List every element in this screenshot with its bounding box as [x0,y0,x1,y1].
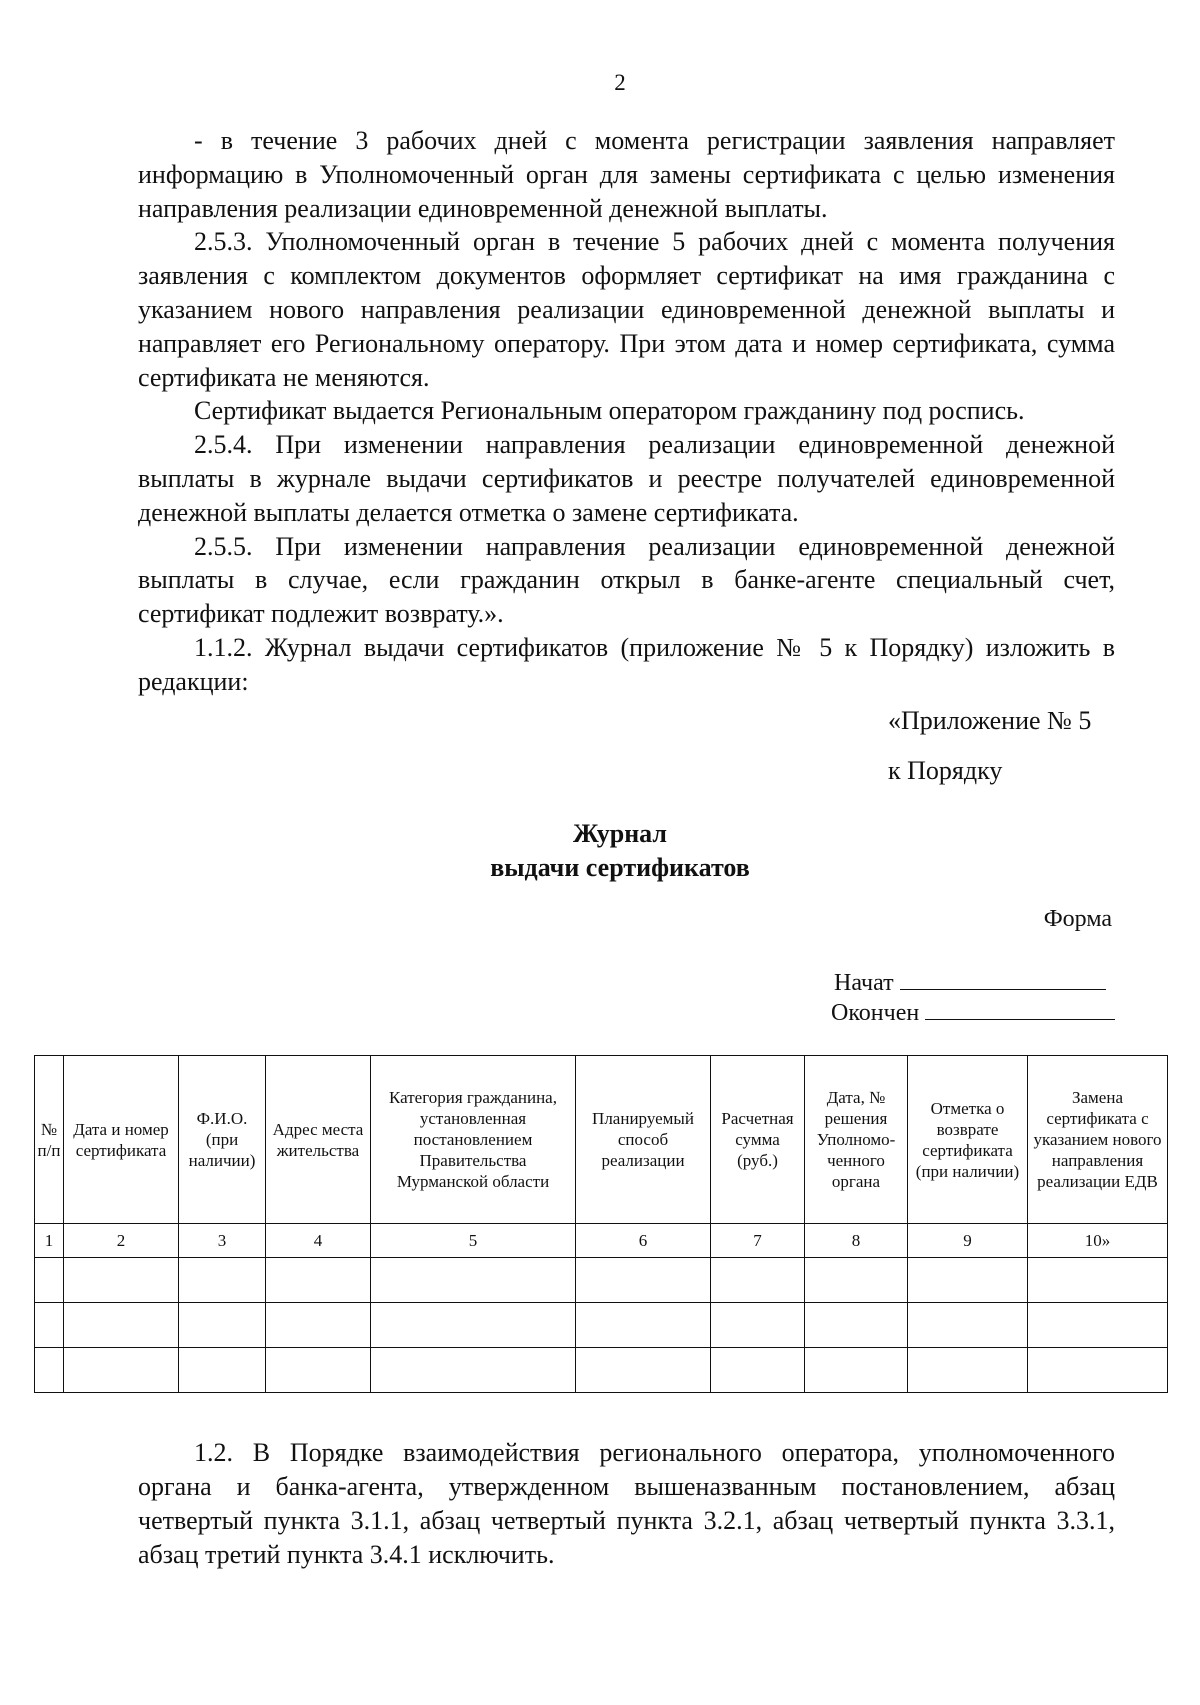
header-cell: Дата, № решения Уполномо-ченного органа [805,1056,908,1224]
paragraph-2-5-3: 2.5.3. Уполномоченный орган в течение 5 рабочих дней с момента получения заявления с комплектом документов оформляет сертификат на имя гражданина с указанием нового направления реализации единовременной денежной выплаты и направляет его Региональному оператору. При этом дата и номер сертификата, сумма сертификата не меняются. [138,227,1115,392]
table-row [35,1258,1168,1303]
empty-cell [64,1348,179,1393]
body-text [138,124,1115,699]
appendix-order-label: к Порядку [888,756,1003,785]
empty-cell [805,1258,908,1303]
empty-cell [576,1348,711,1393]
empty-cell [908,1303,1028,1348]
paragraph-2-5-4: 2.5.4. При изменении направления реализации единовременной денежной выплаты в журнале выдачи сертификатов и реестре получателей единовременной денежной выплаты делается отметка о замене сертификата. [138,430,1115,527]
empty-cell [179,1303,266,1348]
header-cell: Дата и номер сертификата [64,1056,179,1224]
column-number-cell: 8 [805,1224,908,1258]
empty-cell [576,1303,711,1348]
empty-cell [1028,1348,1168,1393]
column-number-cell: 2 [64,1224,179,1258]
header-cell: № п/п [35,1056,64,1224]
empty-cell [711,1348,805,1393]
paragraph-1-1-2: 1.1.2. Журнал выдачи сертификатов (приложение № 5 к Порядку) изложить в редакции: [138,632,1115,696]
paragraph-certificate-issued: Сертификат выдается Региональным оператором гражданину под роспись. [194,396,1025,426]
empty-cell [908,1348,1028,1393]
header-cell: Адрес места жительства [266,1056,371,1224]
column-number-cell: 5 [371,1224,576,1258]
page-number: 2 [614,70,626,95]
paragraph-2-5-5: 2.5.5. При изменении направления реализации единовременной денежной выплаты в случае, если гражданин открыл в банке-агенте специальный счет, сертификат подлежит возврату.». [138,531,1115,629]
paragraph-notify: - в течение 3 рабочих дней с момента регистрации заявления направляет информацию в Уполномоченный орган для замены сертификата с целью изменения направления реализации единовременной денежной выплаты. [138,126,1115,223]
certificate-journal-table [34,1055,1168,1393]
empty-cell [371,1258,576,1303]
journal-subtitle: выдачи сертификатов [490,853,750,882]
empty-cell [179,1348,266,1393]
header-cell: Расчетная сумма (руб.) [711,1056,805,1224]
empty-cell [805,1303,908,1348]
empty-cell [35,1348,64,1393]
empty-cell [576,1258,711,1303]
ended-row [831,997,1115,1027]
column-number-cell: 6 [576,1224,711,1258]
empty-cell [179,1258,266,1303]
header-cell: Категория гражданина, установленная постановлением Правительства Мурманской области [371,1056,576,1224]
table-header-row [35,1056,1168,1224]
column-number-cell: 4 [266,1224,371,1258]
appendix-label: «Приложение № 5 [888,706,1092,735]
empty-cell [35,1303,64,1348]
header-cell: Планируемый способ реализации [576,1056,711,1224]
table-row [35,1348,1168,1393]
empty-cell [35,1258,64,1303]
empty-cell [266,1348,371,1393]
empty-cell [711,1303,805,1348]
ended-label: Окончен [831,1000,920,1026]
started-label: Начат [834,970,894,996]
ended-blank-line [925,997,1115,1020]
empty-cell [371,1348,576,1393]
header-cell: Ф.И.О. (при наличии) [179,1056,266,1224]
empty-cell [64,1258,179,1303]
empty-cell [64,1303,179,1348]
header-cell: Замена сертификата с указанием нового направления реализации ЕДВ [1028,1056,1168,1224]
empty-cell [908,1258,1028,1303]
header-cell: Отметка о возврате сертификата (при наличии) [908,1056,1028,1224]
closing-text [138,1436,1115,1572]
empty-cell [266,1303,371,1348]
started-row [834,967,1106,997]
empty-cell [1028,1258,1168,1303]
column-number-cell: 1 [35,1224,64,1258]
column-number-cell: 3 [179,1224,266,1258]
empty-cell [371,1303,576,1348]
empty-cell [1028,1303,1168,1348]
empty-cell [805,1348,908,1393]
column-number-cell: 7 [711,1224,805,1258]
column-number-cell: 9 [908,1224,1028,1258]
started-blank-line [900,967,1106,990]
paragraph-1-2: 1.2. В Порядке взаимодействия регионального оператора, уполномоченного органа и банка-агента, утвержденном вышеназванным постановлением, абзац четвертый пункта 3.1.1, абзац четвертый пункта 3.2.1, абзац четвертый пункта 3.3.1, абзац третий пункта 3.4.1 исключить. [138,1438,1115,1569]
form-label: Форма [1043,906,1112,932]
table-row [35,1303,1168,1348]
column-number-cell: 10» [1028,1224,1168,1258]
column-number-row [35,1224,1168,1258]
empty-cell [711,1258,805,1303]
empty-cell [266,1258,371,1303]
journal-title: Журнал [573,819,667,848]
